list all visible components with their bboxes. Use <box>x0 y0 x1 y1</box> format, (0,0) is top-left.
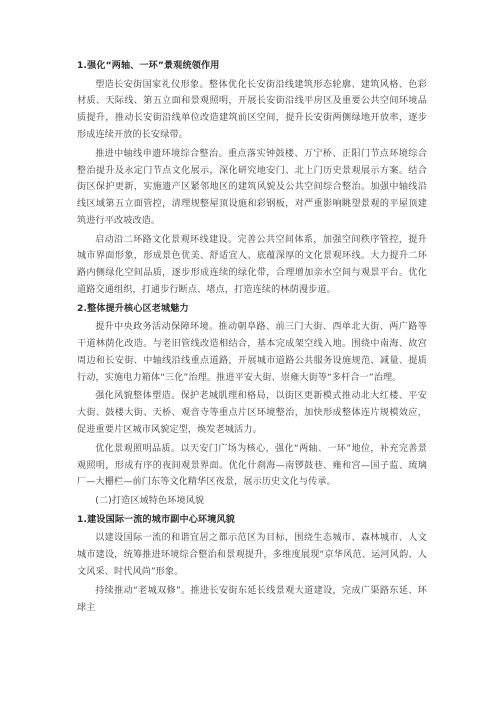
paragraph: 强化风貌整体塑造。保护老城肌理和格局，以街区更新模式推动北大红楼、平安大街、鼓楼大街、天桥、观音寺等重点片区环境整治，加快形成整体连片规模效应，促进重要片区城市风貌定型，焕发老城活力。 <box>77 391 427 436</box>
paragraph: 优化景观照明品质。以天安门广场为核心，强化“两轴、一环”地位，补充完善景观照明，形成有序的夜间观景界面。优化什刹海—南锣鼓巷、雍和宫—国子监、琉璃厂—大栅栏—前门东等文化精华区夜景，展示历史文化与传承。 <box>77 443 427 488</box>
section-heading: 1.建设国际一流的城市副中心环境风貌 <box>77 514 235 525</box>
paragraph: 提升中央政务活动保障环境。推动朝阜路、前三门大街、西单北大街、两广路等干道林荫化改造。与老旧管线改造相结合，基本完成架空线入地。围绕中南海、故宫周边和长安街、中轴线沿线重点道路，开展城市道路公共服务设施规范、减量、提质行动，实施电力箱体“三化”治理。推进平安大街、崇雍大街等“多杆合一”治理。 <box>77 322 427 383</box>
paragraph: 推进中轴线申遗环境综合整治。重点落实钟鼓楼、万宁桥、正阳门节点环境综合整治提升及永定门节点文化展示，深化研究地安门、北上门历史景观展示方案。结合街区保护更新，实施遗产区紧邻地区的建筑风貌及公共空间综合整治。加强中轴线沿线区域第五立面管控，清理规整屋顶设施和彩钢板，对严重影响眺望景观的平屋顶建筑进行平改坡改造。 <box>77 148 427 226</box>
section-heading: 2.整体提升核心区老城魅力 <box>77 303 189 314</box>
paragraph: 启动沿二环路文化景观环线建设。完善公共空间体系，加强空间秩序管控，提升城市界面形象，形成景色优美、舒适宜人、底蕴深厚的文化景观环线。大力提升二环路内侧绿化空间品质，逐步形成连续的绿化带，合理增加亲水空间与观景平台。优化道路交通组织，打通步行断点、堵点，打造连续的林荫漫步道。 <box>77 234 427 296</box>
paragraph: 以建设国际一流的和谐宜居之都示范区为目标，围绕生态城市、森林城市、人文城市建设，统筹推进环境综合整治和景观提升，多维度展现“京华风范、运河风韵、人文风采、时代风尚”形象。 <box>77 533 427 578</box>
document-body <box>77 58 427 618</box>
subsection-heading: (二)打造区域特色环境风貌 <box>95 496 205 507</box>
paragraph: 塑造长安街国家礼仪形象。整体优化长安街沿线建筑形态轮廓、建筑风格、色彩材质、天际线、第五立面和景观照明，开展长安街沿线平房区及重要公共空间环境品质提升，推动长安街沿线单位改造建筑前区空间，提升长安街两侧绿地开放率，逐步形成连续开放的长安绿带。 <box>77 79 427 141</box>
paragraph: 持续推动“老城双修”。推进长安街东延长线景观大道建设，完成广渠路东延、环球主 <box>77 585 427 613</box>
section-heading: 1.强化“两轴、一环”景观统领作用 <box>77 61 220 71</box>
